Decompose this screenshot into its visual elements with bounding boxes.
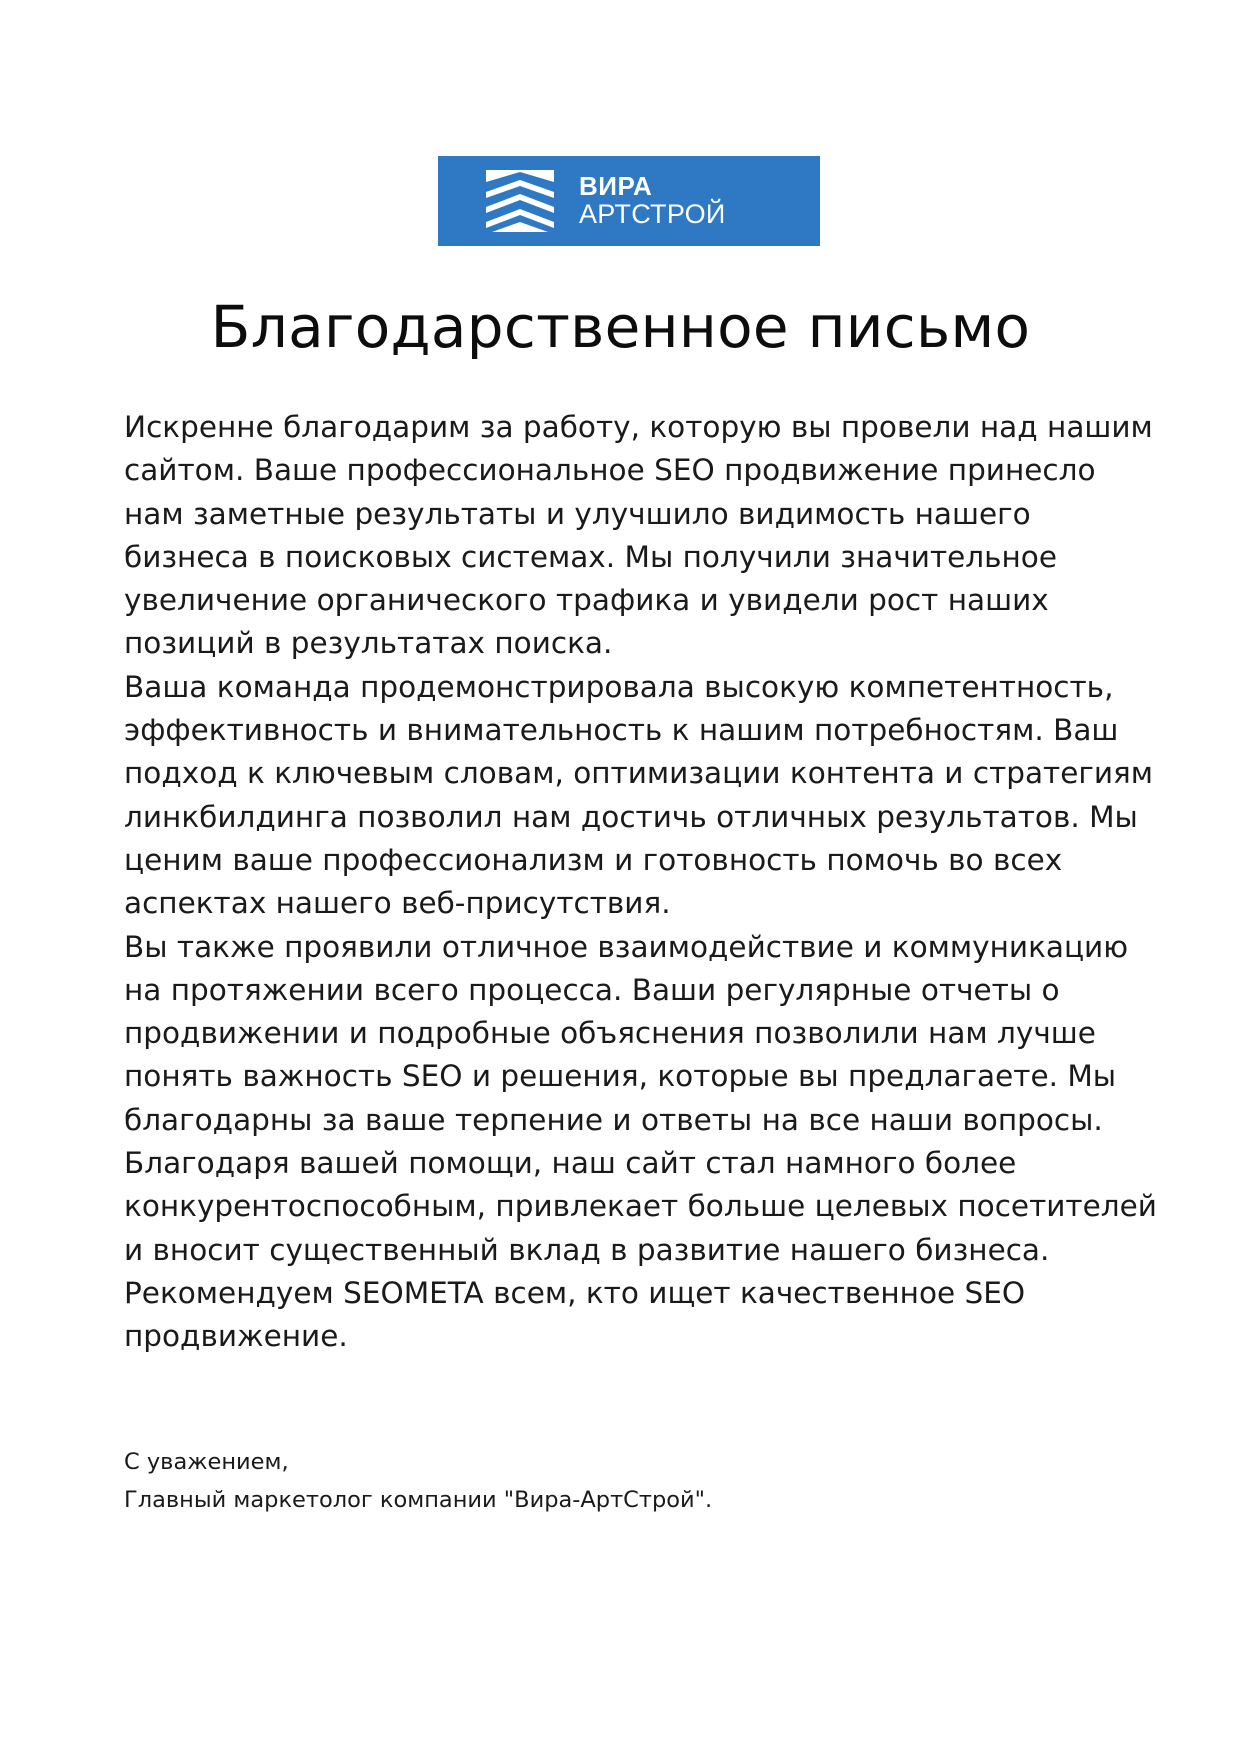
body-line: эффективность и внимательность к нашим потребностям. Ваш [124,713,1119,748]
body-line: конкурентоспособным, привлекает больше целевых посетителей [124,1189,1157,1224]
body-line: на протяжении всего процесса. Ваши регулярные отчеты о [124,972,1060,1007]
body-line: Благодаря вашей помощи, наш сайт стал намного более [124,1146,1017,1181]
body-line: Рекомендуем SEOMETA всем, кто ищет качественное SEO [124,1275,1026,1310]
letter-title: Благодарственное письмо [210,293,1031,361]
closing-signature: Главный маркетолог компании "Вира-АртСтрой". [124,1487,713,1513]
body-line: продвижение. [124,1319,348,1354]
body-line: увеличение органического трафика и увидели рост наших [124,583,1049,618]
body-line: позиций в результатах поиска. [124,626,613,661]
body-line: нам заметные результаты и улучшило видимость нашего [124,496,1031,531]
letter-body [124,406,1157,1359]
logo-line-1: ВИРА [579,171,653,202]
body-line: бизнеса в поисковых системах. Мы получили значительное [124,539,1058,574]
body-line: и вносит существенный вклад в развитие нашего бизнеса. [124,1232,1050,1267]
body-line: Искренне благодарим за работу, которую вы провели над нашим [124,410,1153,444]
letter-closing [124,1443,712,1519]
body-line: Вы также проявили отличное взаимодействие и коммуникацию [124,929,1129,964]
body-line: аспектах нашего веб-присутствия. [124,886,671,921]
body-line: благодарны за ваше терпение и ответы на все наши вопросы. [124,1102,1103,1137]
logo-line-2: АРТСТРОЙ [579,199,726,230]
logo-wordmark [579,172,726,229]
body-line: ценим ваше профессионализм и готовность помочь во всех [124,842,1063,877]
closing-greeting: С уважением, [124,1449,289,1475]
body-line: подход к ключевым словам, оптимизации контента и стратегиям [124,756,1154,791]
company-logo [438,156,820,246]
body-line: понять важность SEO и решения, которые вы предлагаете. Мы [124,1059,1117,1094]
body-line: линкбилдинга позволил нам достичь отличных результатов. Мы [124,799,1138,834]
chevron-stripes-logo-icon [486,170,554,232]
body-line: сайтом. Ваше профессиональное SEO продвижение принесло [124,453,1096,488]
body-line: Ваша команда продемонстрировала высокую компетентность, [124,669,1114,704]
body-line: продвижении и подробные объяснения позволили нам лучше [124,1016,1096,1051]
